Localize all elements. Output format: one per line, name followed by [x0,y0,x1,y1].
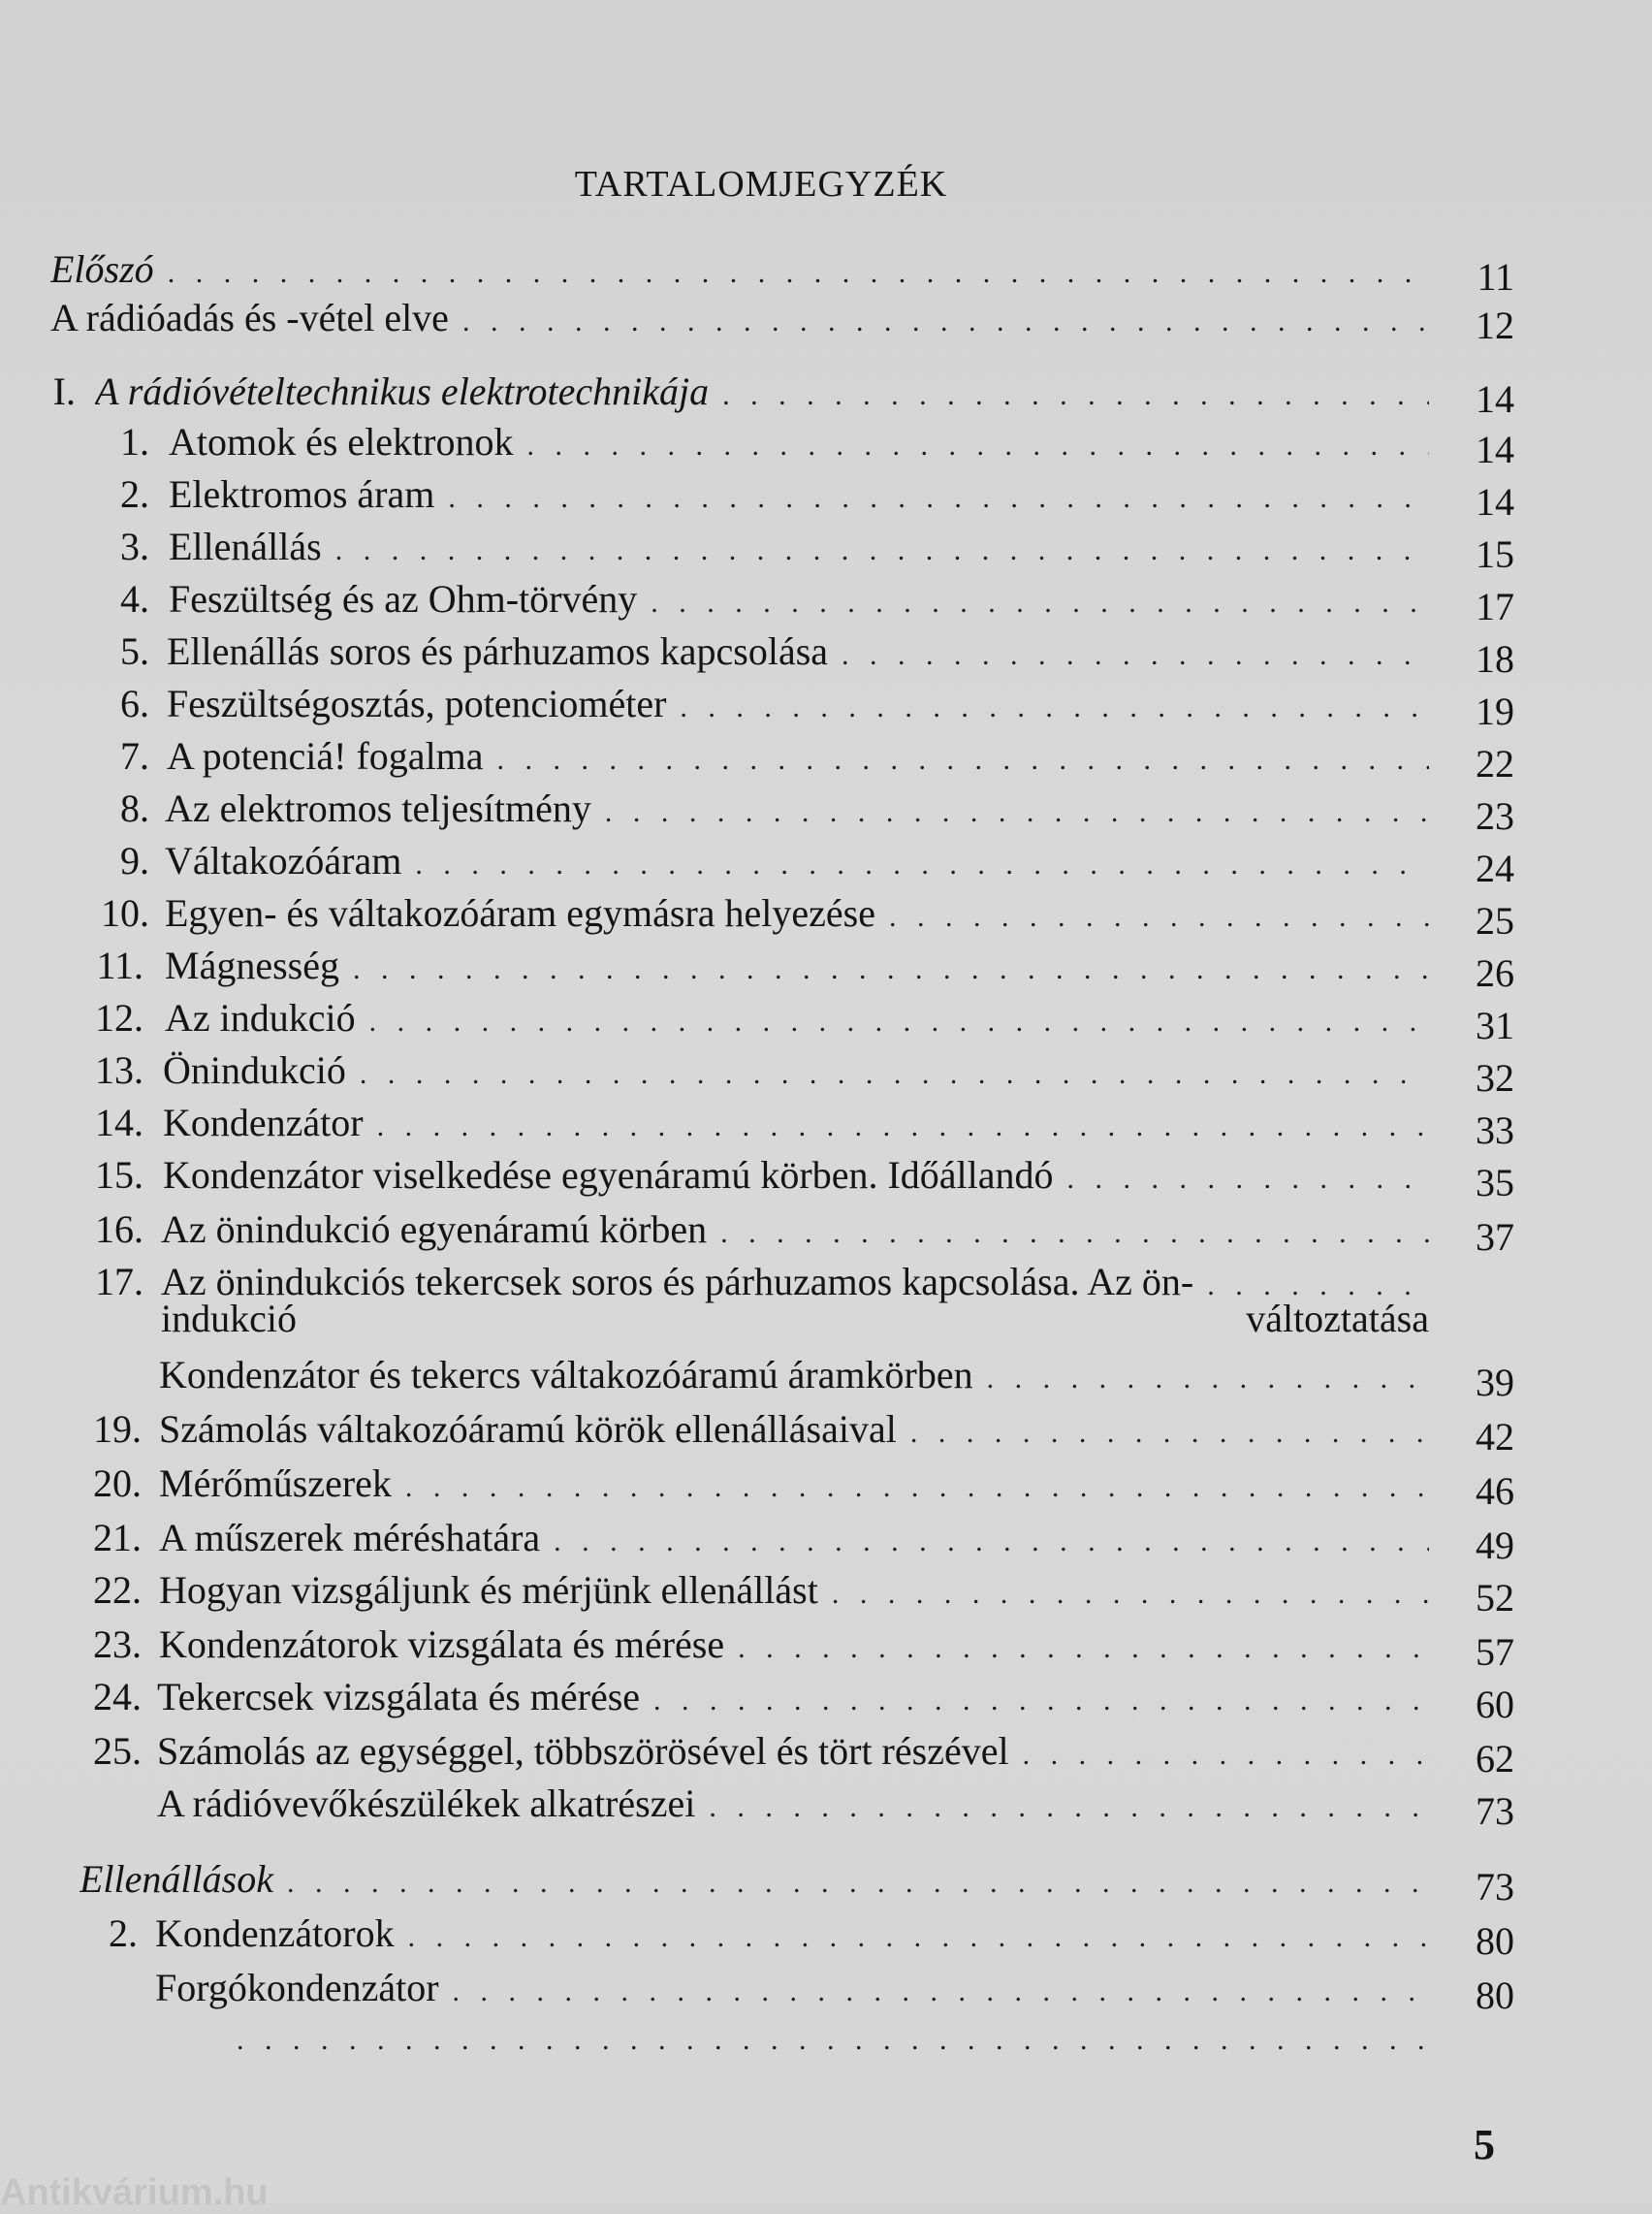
entry-page: 11 [1477,255,1514,299]
toc-entry [0,1907,1652,1961]
entry-number: 15. [95,1153,143,1197]
entry-page: 35 [1476,1161,1514,1204]
section-numeral: I. [52,369,76,413]
entry-page: 60 [1476,1683,1514,1726]
toc-entry [0,1724,1652,1779]
entry-label: Forgókondenzátor [155,1966,439,2009]
entry-number: 2. [120,472,149,516]
entry-page: 14 [1476,480,1514,524]
toc-entry [0,939,1652,993]
entry-page: 46 [1476,1469,1514,1513]
entry-label: Elektromos áram [169,472,435,516]
dot-leader [405,1460,1429,1515]
entry-page: 15 [1476,532,1514,576]
toc-entry [0,1043,1652,1098]
entry-page: 62 [1476,1737,1514,1781]
entry-number: 10. [101,891,149,935]
section-label: Ellenállások [79,1857,273,1901]
toc-entry [0,1670,1652,1724]
entry-page: 14 [1476,428,1514,471]
entry-page: 22 [1476,742,1514,786]
entry-page: 33 [1476,1108,1514,1152]
page-title: TARTALOMJEGYZÉK [574,164,948,205]
entry-page: 25 [1476,899,1514,943]
entry-label: indukció változtatása [161,1297,1429,1340]
toc-entry [0,242,1652,297]
entry-number: 23. [93,1622,142,1666]
dot-leader [287,1856,1429,1910]
entry-number: 13. [95,1048,143,1092]
dot-leader [738,1621,1429,1676]
entry-label: Feszültség és az Ohm-törvény [169,577,638,621]
toc-entry [0,1961,1652,2015]
entry-label: Hogyan vizsgáljunk és mérjünk ellenállást [159,1568,818,1612]
entry-number: 12. [95,996,143,1040]
entry-label: Az elektromos teljesítmény [165,786,591,830]
entry-number: 1. [120,420,149,464]
dot-leader [709,1781,1429,1835]
dot-leader [889,890,1429,945]
entry-page: 24 [1476,847,1514,890]
entry-label: Előszó [50,247,154,291]
dot-leader [237,2013,1429,2068]
entry-page: 73 [1476,1789,1514,1833]
dot-leader [720,1206,1429,1261]
entry-page: 12 [1476,304,1514,347]
toc-entry [0,1402,1652,1457]
entry-label: Ellenállás [169,525,322,568]
entry-label: Feszültségosztás, potenciométer [167,682,667,725]
toc-entry [0,1618,1652,1672]
entry-number: 7. [120,734,149,778]
toc-entry [0,291,1652,345]
entry-number: 14. [95,1101,143,1144]
dot-leader [987,1352,1429,1406]
entry-label: Kondenzátor és tekercs váltakozóáramú áramkörben [159,1353,973,1396]
dot-leader [453,1965,1429,2019]
toc-entry [0,520,1652,574]
dot-leader [1023,1728,1429,1782]
toc-entry [0,1096,1652,1150]
toc-entry [0,1148,1652,1203]
toc-entry [0,991,1652,1045]
entry-number: 2. [109,1911,138,1955]
entry-number: 9. [120,839,149,882]
dot-leader [653,1674,1429,1728]
entry-label: A műszerek méréshatára [159,1516,541,1559]
toc-entry [0,1511,1652,1565]
dot-leader [497,733,1429,787]
entry-number: 25. [93,1729,142,1773]
entry-number: 20. [93,1461,142,1505]
entry-number: 22. [93,1568,142,1612]
dot-leader [910,1406,1429,1460]
entry-page: 52 [1476,1576,1514,1620]
entry-label: Kondenzátor viselkedése egyenáramú körben. Időállandó [163,1153,1054,1197]
dot-leader [554,1515,1429,1569]
toc-entry [0,1777,1652,1831]
entry-page: 73 [1476,1865,1514,1909]
entry-label: Atomok és elektronok [169,420,514,464]
toc-entry [0,834,1652,888]
dot-leader [1067,1152,1429,1206]
entry-number: 4. [120,577,149,621]
toc-entry [0,625,1652,679]
entry-number: 11. [96,944,143,987]
dot-leader [462,295,1429,349]
entry-label: Tekercsek vizsgálata és mérése [157,1675,641,1718]
dot-leader [408,1910,1429,1965]
entry-number: 17. [95,1260,143,1303]
entry-label: Egyen- és váltakozóáram egymásra helyezése [165,891,875,935]
entry-label: Az önindukció egyenáramú körben [161,1207,708,1251]
entry-page: 18 [1476,637,1514,681]
dot-leader [448,471,1429,526]
dot-leader [680,681,1429,735]
toc-entry [0,886,1652,941]
toc-entry [0,572,1652,626]
page-number: 5 [1474,2121,1495,2168]
entry-label: Számolás az egységgel, többszörösével és tört részével [157,1729,1009,1773]
toc-entry [0,677,1652,731]
entry-page: 39 [1476,1361,1514,1404]
dot-leader [842,628,1429,683]
entry-label: A rádióvevőkészülékek alkatrészei [157,1781,696,1825]
entry-label: A rádióadás és -vétel elve [50,296,449,339]
toc-entry [0,729,1652,784]
entry-page: 14 [1476,377,1514,421]
entry-page: 26 [1476,951,1514,995]
toc-entry [0,415,1652,469]
watermark: Antikvárium.hu [0,2172,269,2213]
entry-page: 80 [1476,1973,1514,2017]
entry-number: 8. [120,786,149,830]
entry-label: Mágnesség [165,944,339,987]
entry-label: Önindukció [163,1048,346,1092]
entry-label: Mérőműszerek [159,1461,392,1505]
dot-leader [369,995,1429,1049]
entry-label: Az indukció [165,996,356,1040]
dot-leader [353,943,1429,997]
toc-section [0,365,1652,419]
dot-leader [832,1567,1429,1621]
dot-leader [651,576,1429,630]
toc-section [0,1852,1652,1907]
entry-label: Ellenállás soros és párhuzamos kapcsolása [167,629,829,673]
entry-label: Váltakozóáram [165,839,402,882]
entry-number: 5. [120,629,149,673]
entry-page: 23 [1476,794,1514,838]
entry-number: 6. [120,682,149,725]
entry-number: 19. [93,1407,142,1451]
section-label: A rádióvételtechnikus elektrotechnikája [95,369,710,413]
entry-page: 49 [1476,1524,1514,1567]
entry-number: 3. [120,525,149,568]
dot-leader [377,1100,1429,1154]
entry-label: Kondenzátorok [155,1911,395,1955]
toc-entry [0,1563,1652,1618]
toc-entry [0,782,1652,836]
entry-page: 57 [1476,1630,1514,1674]
entry-page: 31 [1476,1004,1514,1047]
toc-entry-continuation [0,1348,1652,1402]
entry-page: 32 [1476,1056,1514,1100]
entry-page: 19 [1476,690,1514,733]
entry-number: 24. [93,1675,142,1718]
toc-entry [0,1457,1652,1511]
entry-number: 21. [93,1516,142,1559]
dot-leader [605,786,1429,840]
toc-entry [0,467,1652,522]
dot-leader [360,1047,1429,1102]
entry-label: Az önindukciós tekercsek soros és párhuzamos kapcsolása. Az ön- [161,1260,1194,1303]
entry-number: 16. [95,1207,143,1251]
dot-leader [415,838,1429,892]
toc-subentry [0,2013,1652,2068]
entry-label: Kondenzátorok vizsgálata és mérése [159,1622,725,1666]
entry-label: Számolás váltakozóáramú körök ellenállásaival [159,1407,897,1451]
dot-leader [527,419,1430,473]
entry-page: 17 [1476,585,1514,628]
dot-leader [335,524,1429,578]
toc-entry [0,1203,1652,1257]
entry-label: A potenciá! fogalma [167,734,484,778]
entry-page: 42 [1476,1415,1514,1459]
entry-label: Kondenzátor [163,1101,364,1144]
entry-page: 80 [1476,1919,1514,1963]
entry-page: 37 [1476,1215,1514,1259]
